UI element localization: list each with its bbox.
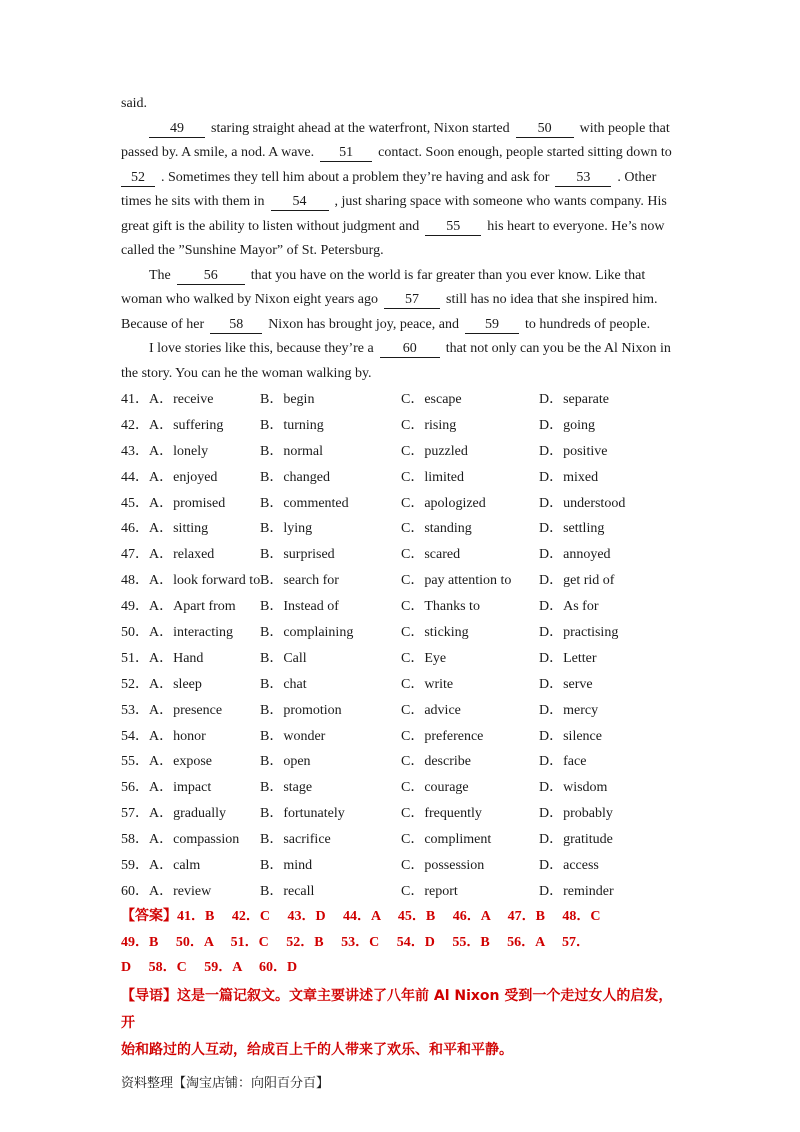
passage-line: I love stories like this, because they’re a 60 that not only can you be the Al Nixon in (149, 341, 671, 356)
option-row (121, 776, 681, 802)
option-row (121, 569, 681, 595)
option-b: B．mind (260, 858, 313, 874)
option-c: C．Thanks to (401, 599, 480, 615)
option-a: 52．A．sleep (121, 676, 202, 692)
option-a: 59．A．calm (121, 858, 201, 874)
option-b: B．stage (260, 780, 313, 796)
option-d: D．mercy (539, 702, 599, 718)
option-a: 45．A．promised (121, 495, 226, 511)
footer-note: 资料整理【淘宝店铺：向阳百分百】 (121, 1076, 330, 1091)
option-row (121, 492, 681, 518)
option-c: C．apologized (401, 495, 486, 511)
option-c: C．sticking (401, 625, 469, 641)
answer-line: 【答案】41．B 42．C 43．D 44．A 45．B 46．A 47．B 48．C (121, 909, 601, 924)
option-d: D．get rid of (539, 573, 615, 589)
option-c: C．puzzled (401, 443, 468, 459)
passage (121, 92, 681, 386)
blank-53: 53 (555, 170, 611, 187)
option-c: C．limited (401, 469, 464, 485)
option-b: B．surprised (260, 547, 335, 563)
passage-line: said. (121, 96, 148, 111)
option-b: B．promotion (260, 702, 342, 718)
option-a: 50．A．interacting (121, 625, 233, 641)
blank-60: 60 (380, 341, 440, 358)
option-c: C．courage (401, 780, 469, 796)
option-d: D．silence (539, 728, 602, 744)
option-row (121, 647, 681, 673)
guide-text (121, 983, 681, 1064)
option-d: D．settling (539, 521, 605, 537)
passage-line: passed by. A smile, a nod. A wave. 51 contact. Soon enough, people started sitting down to (121, 145, 672, 160)
option-b: B．search for (260, 573, 339, 589)
option-row (121, 388, 681, 414)
guide-line: 始和路过的人互动，给成百上千的人带来了欢乐、和平和平静。 (121, 1042, 513, 1058)
option-a: 41．A．receive (121, 392, 214, 407)
blank-57: 57 (384, 292, 440, 309)
blank-56: 56 (177, 268, 245, 285)
option-c: C．frequently (401, 806, 482, 822)
blank-59: 59 (465, 317, 519, 334)
option-c: C．advice (401, 702, 461, 718)
option-row (121, 880, 681, 906)
passage-line: 52 . Sometimes they tell him about a problem they’re having and ask for 53 . Other (121, 166, 681, 191)
blank-55: 55 (425, 219, 481, 236)
option-c: C．report (401, 883, 458, 899)
option-b: B．open (260, 754, 311, 770)
passage-line: The 56 that you have on the world is far greater than you ever know. Like that (149, 267, 646, 283)
option-row (121, 802, 681, 828)
option-a: 44．A．enjoyed (121, 469, 218, 485)
option-c: C．scared (401, 547, 461, 563)
option-b: B．lying (260, 521, 313, 537)
blank-49: 49 (149, 121, 205, 138)
option-d: D．probably (539, 806, 613, 822)
option-c: C．standing (401, 521, 472, 537)
option-row (121, 725, 681, 751)
option-row (121, 750, 681, 776)
option-b: B．turning (260, 417, 324, 433)
option-a: 57．A．gradually (121, 806, 226, 822)
option-d: D．positive (539, 443, 608, 459)
option-a: 54．A．honor (121, 728, 206, 744)
option-d: D．mixed (539, 469, 599, 485)
option-d: D．separate (539, 392, 609, 407)
option-d: D．Letter (539, 650, 597, 666)
blank-52: 52 (121, 170, 155, 187)
passage-line: woman who walked by Nixon eight years ago 57 still has no idea that she inspired him. (121, 292, 658, 307)
option-row (121, 854, 681, 880)
option-d: D．gratitude (539, 832, 613, 848)
option-a: 53．A．presence (121, 702, 223, 718)
option-b: B．complaining (260, 625, 354, 641)
option-c: C．compliment (401, 832, 492, 848)
option-c: C．escape (401, 392, 462, 407)
option-d: D．going (539, 417, 595, 433)
option-b: B．Instead of (260, 599, 339, 615)
option-c: C．Eye (401, 650, 447, 666)
option-b: B．Call (260, 650, 307, 666)
option-d: D．reminder (539, 883, 614, 899)
guide-line: 【导语】这是一篇记叙文。文章主要讲述了八年前 Al Nixon 受到一个走过女人的启发，开 (121, 988, 673, 1031)
option-c: C．possession (401, 858, 485, 874)
option-a: 48．A．look forward to (121, 573, 261, 589)
option-a: 49．A．Apart from (121, 599, 236, 615)
option-row (121, 673, 681, 699)
blank-58: 58 (210, 317, 262, 334)
option-a: 46．A．sitting (121, 521, 209, 537)
option-c: C．describe (401, 754, 471, 770)
passage-line: times he sits with them in 54 , just sharing space with someone who wants company. His (121, 194, 667, 209)
option-c: C．pay attention to (401, 573, 512, 589)
option-a: 43．A．lonely (121, 443, 209, 459)
option-d: D．serve (539, 676, 593, 692)
answer-key (121, 904, 681, 981)
option-a: 55．A．expose (121, 754, 212, 770)
options-list (121, 388, 681, 906)
option-b: B．sacrifice (260, 832, 331, 848)
option-d: D．wisdom (539, 780, 608, 796)
option-b: B．commented (260, 495, 349, 511)
option-d: D．understood (539, 495, 626, 511)
blank-54: 54 (271, 194, 329, 211)
option-b: B．fortunately (260, 806, 345, 822)
passage-line: the story. You can he the woman walking by. (121, 365, 372, 381)
option-c: C．rising (401, 417, 457, 433)
option-d: D．As for (539, 599, 599, 615)
option-b: B．normal (260, 443, 323, 459)
option-d: D．annoyed (539, 547, 611, 563)
option-d: D．practising (539, 625, 619, 641)
answer-line: 49．B 50．A 51．C 52．B 53．C 54．D 55．B 56．A 57． (121, 934, 591, 950)
option-a: 56．A．impact (121, 780, 212, 796)
option-row (121, 466, 681, 492)
option-row (121, 621, 681, 647)
option-a: 51．A．Hand (121, 650, 204, 666)
blank-50: 50 (516, 121, 574, 138)
option-row (121, 543, 681, 569)
option-row (121, 595, 681, 621)
option-b: B．begin (260, 392, 315, 407)
option-row (121, 517, 681, 543)
option-a: 42．A．suffering (121, 417, 224, 433)
option-a: 58．A．compassion (121, 832, 240, 848)
option-c: C．preference (401, 728, 484, 744)
option-row (121, 828, 681, 854)
option-b: B．wonder (260, 728, 326, 744)
option-b: B．chat (260, 676, 307, 692)
option-row (121, 414, 681, 440)
blank-51: 51 (320, 145, 372, 162)
passage-line: Because of her 58 Nixon has brought joy, peace, and 59 to hundreds of people. (121, 316, 651, 332)
option-d: D．face (539, 754, 587, 770)
option-row (121, 699, 681, 725)
passage-line: 49 staring straight ahead at the waterfront, Nixon started 50 with people that (121, 117, 681, 142)
passage-line: great gift is the ability to listen without judgment and 55 his heart to everyone. He’s now (121, 218, 665, 234)
passage-line: called the ”Sunshine Mayor” of St. Petersburg. (121, 243, 384, 258)
option-row (121, 440, 681, 466)
option-a: 47．A．relaxed (121, 547, 215, 563)
option-c: C．write (401, 676, 454, 692)
option-a: 60．A．review (121, 883, 212, 899)
option-b: B．changed (260, 469, 330, 485)
option-b: B．recall (260, 883, 315, 899)
option-d: D．access (539, 858, 599, 874)
answer-line: D 58．C 59．A 60．D (121, 960, 298, 975)
